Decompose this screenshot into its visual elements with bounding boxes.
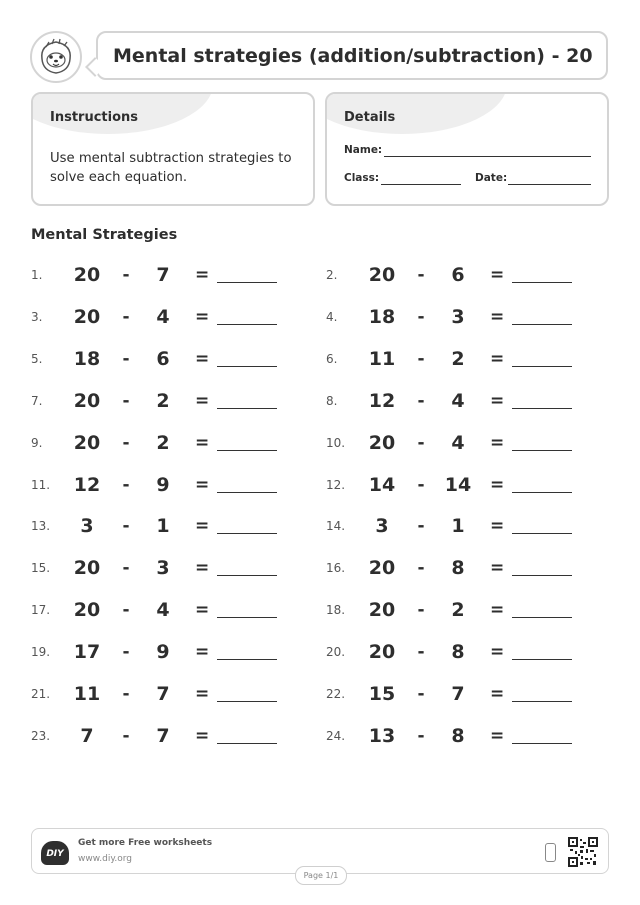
problem-14: [326, 511, 596, 541]
second-operand: 6: [451, 264, 465, 286]
minus-sign: -: [417, 390, 425, 411]
class-field[interactable]: [381, 184, 461, 185]
equals-sign: =: [490, 265, 505, 285]
minus-sign: -: [122, 642, 130, 663]
page-indicator: Page 1/1: [295, 866, 347, 885]
first-operand: 3: [375, 515, 389, 538]
second-operand: 2: [451, 347, 465, 370]
equals-sign: =: [490, 390, 505, 411]
minus-sign: -: [122, 265, 130, 285]
sloth-mascot-icon: [30, 31, 82, 83]
problem-number: 23.: [31, 728, 51, 743]
first-operand: 11: [368, 347, 396, 370]
problem-18: [326, 595, 596, 625]
instructions-panel: [31, 92, 315, 206]
answer-blank[interactable]: [512, 701, 572, 702]
equals-sign: =: [195, 684, 210, 704]
problem-6: [326, 344, 596, 374]
equals-sign: =: [490, 432, 505, 453]
section-title: Mental Strategies: [31, 227, 178, 243]
second-operand: 9: [156, 473, 170, 496]
minus-sign: -: [417, 558, 425, 579]
minus-sign: -: [417, 684, 425, 704]
answer-blank[interactable]: [217, 743, 277, 744]
first-operand: 14: [368, 473, 396, 496]
problem-number: 6.: [326, 351, 338, 366]
equals-sign: =: [490, 516, 505, 537]
minus-sign: -: [122, 516, 130, 537]
page-title: Mental strategies (addition/subtraction) - 20: [113, 44, 593, 67]
problem-22: [326, 679, 596, 709]
equals-sign: =: [195, 516, 210, 537]
minus-sign: -: [122, 390, 130, 411]
equals-sign: =: [195, 600, 210, 621]
equals-sign: =: [490, 642, 505, 663]
problem-number: 5.: [31, 351, 43, 366]
minus-sign: -: [122, 558, 130, 579]
first-operand: 12: [368, 389, 396, 412]
answer-blank[interactable]: [217, 324, 277, 325]
problem-number: 20.: [326, 645, 346, 660]
problem-13: [31, 511, 301, 541]
answer-blank[interactable]: [512, 450, 572, 451]
problem-number: 17.: [31, 603, 51, 618]
answer-blank[interactable]: [217, 617, 277, 618]
equals-sign: =: [490, 600, 505, 621]
first-operand: 18: [73, 347, 101, 370]
second-operand: 9: [156, 641, 170, 664]
problem-12: [326, 470, 596, 500]
equals-sign: =: [195, 558, 210, 579]
first-operand: 18: [368, 305, 396, 328]
problem-number: 2.: [326, 268, 338, 282]
problem-2: [326, 260, 596, 290]
minus-sign: -: [122, 348, 130, 369]
second-operand: 2: [156, 389, 170, 412]
problem-24: [326, 721, 596, 751]
name-label: Name:: [344, 144, 383, 156]
answer-blank[interactable]: [512, 533, 572, 534]
equals-sign: =: [490, 558, 505, 579]
answer-blank[interactable]: [512, 324, 572, 325]
equals-sign: =: [490, 474, 505, 495]
footer-promo: Get more Free worksheets: [78, 838, 213, 848]
problem-3: [31, 302, 301, 332]
minus-sign: -: [417, 642, 425, 663]
equals-sign: =: [195, 265, 210, 285]
second-operand: 2: [451, 599, 465, 622]
answer-blank[interactable]: [512, 282, 572, 283]
problem-number: 21.: [31, 687, 51, 701]
first-operand: 20: [368, 599, 396, 622]
problem-20: [326, 637, 596, 667]
second-operand: 1: [156, 515, 170, 538]
problem-15: [31, 553, 301, 583]
second-operand: 8: [451, 641, 465, 664]
minus-sign: -: [417, 516, 425, 537]
title-bubble: [96, 31, 608, 80]
problem-number: 9.: [31, 435, 43, 450]
minus-sign: -: [122, 306, 130, 327]
problem-23: [31, 721, 301, 751]
first-operand: 17: [73, 641, 101, 664]
minus-sign: -: [417, 600, 425, 621]
second-operand: 1: [451, 515, 465, 538]
minus-sign: -: [122, 474, 130, 495]
answer-blank[interactable]: [512, 366, 572, 367]
phone-icon: [545, 843, 556, 862]
problem-number: 4.: [326, 309, 338, 324]
answer-blank[interactable]: [217, 450, 277, 451]
problem-10: [326, 428, 596, 458]
problem-9: [31, 428, 301, 458]
problem-1: [31, 260, 301, 290]
second-operand: 8: [451, 724, 465, 747]
problem-19: [31, 637, 301, 667]
problem-4: [326, 302, 596, 332]
answer-blank[interactable]: [217, 533, 277, 534]
details-heading: Details: [344, 110, 396, 125]
first-operand: 11: [73, 683, 101, 705]
equals-sign: =: [195, 306, 210, 327]
problem-7: [31, 386, 301, 416]
first-operand: 12: [73, 473, 101, 496]
problem-11: [31, 470, 301, 500]
details-panel: [325, 92, 609, 206]
equals-sign: =: [490, 684, 505, 704]
answer-blank[interactable]: [512, 575, 572, 576]
minus-sign: -: [122, 600, 130, 621]
first-operand: 20: [368, 641, 396, 664]
second-operand: 8: [451, 557, 465, 580]
problem-number: 22.: [326, 687, 346, 701]
first-operand: 7: [80, 724, 94, 747]
equals-sign: =: [195, 725, 210, 746]
minus-sign: -: [417, 725, 425, 746]
minus-sign: -: [417, 265, 425, 285]
second-operand: 7: [451, 683, 465, 705]
first-operand: 20: [73, 557, 101, 580]
date-field[interactable]: [508, 184, 591, 185]
second-operand: 2: [156, 431, 170, 454]
first-operand: 15: [368, 683, 396, 705]
first-operand: 3: [80, 515, 94, 538]
answer-blank[interactable]: [512, 659, 572, 660]
second-operand: 3: [156, 557, 170, 580]
problem-8: [326, 386, 596, 416]
problem-5: [31, 344, 301, 374]
answer-blank[interactable]: [512, 743, 572, 744]
second-operand: 6: [156, 347, 170, 370]
answer-blank[interactable]: [217, 701, 277, 702]
first-operand: 20: [73, 264, 101, 286]
minus-sign: -: [417, 474, 425, 495]
equals-sign: =: [490, 725, 505, 746]
answer-blank[interactable]: [512, 617, 572, 618]
second-operand: 4: [156, 305, 170, 328]
problem-number: 18.: [326, 603, 346, 618]
problem-number: 7.: [31, 393, 43, 408]
second-operand: 7: [156, 264, 170, 286]
minus-sign: -: [417, 306, 425, 327]
equals-sign: =: [195, 432, 210, 453]
problem-number: 11.: [31, 477, 51, 492]
second-operand: 7: [156, 683, 170, 705]
minus-sign: -: [122, 684, 130, 704]
first-operand: 20: [368, 557, 396, 580]
instructions-heading: Instructions: [50, 110, 139, 125]
equals-sign: =: [490, 306, 505, 327]
name-field[interactable]: [384, 156, 591, 157]
first-operand: 20: [73, 599, 101, 622]
problem-number: 13.: [31, 519, 51, 534]
second-operand: 4: [451, 431, 465, 454]
answer-blank[interactable]: [217, 492, 277, 493]
first-operand: 13: [368, 724, 396, 747]
problem-number: 10.: [326, 435, 346, 450]
problem-17: [31, 595, 301, 625]
first-operand: 20: [73, 431, 101, 454]
equals-sign: =: [490, 348, 505, 369]
answer-blank[interactable]: [217, 575, 277, 576]
second-operand: 3: [451, 305, 465, 328]
equals-sign: =: [195, 348, 210, 369]
answer-blank[interactable]: [217, 282, 277, 283]
problem-number: 16.: [326, 561, 346, 576]
first-operand: 20: [73, 389, 101, 412]
problem-number: 24.: [326, 728, 346, 743]
second-operand: 7: [156, 724, 170, 747]
answer-blank[interactable]: [512, 408, 572, 409]
problem-16: [326, 553, 596, 583]
problem-21: [31, 679, 301, 709]
minus-sign: -: [122, 432, 130, 453]
answer-blank[interactable]: [512, 492, 572, 493]
problem-number: 1.: [31, 268, 43, 282]
problem-number: 19.: [31, 645, 51, 660]
minus-sign: -: [122, 725, 130, 746]
problem-number: 8.: [326, 393, 338, 408]
second-operand: 14: [444, 473, 472, 496]
equals-sign: =: [195, 474, 210, 495]
answer-blank[interactable]: [217, 366, 277, 367]
problem-number: 3.: [31, 309, 43, 324]
problem-number: 12.: [326, 477, 346, 492]
problem-number: 14.: [326, 519, 346, 534]
minus-sign: -: [417, 432, 425, 453]
problem-number: 15.: [31, 561, 51, 576]
first-operand: 20: [73, 305, 101, 328]
second-operand: 4: [451, 389, 465, 412]
qr-code-icon[interactable]: [568, 837, 598, 867]
class-label: Class:: [344, 172, 380, 184]
footer-url[interactable]: www.diy.org: [78, 854, 132, 864]
equals-sign: =: [195, 642, 210, 663]
equals-sign: =: [195, 390, 210, 411]
date-label: Date:: [475, 172, 508, 184]
first-operand: 20: [368, 264, 396, 286]
diy-logo-icon[interactable]: DIY: [41, 841, 69, 865]
answer-blank[interactable]: [217, 659, 277, 660]
minus-sign: -: [417, 348, 425, 369]
first-operand: 20: [368, 431, 396, 454]
answer-blank[interactable]: [217, 408, 277, 409]
second-operand: 4: [156, 599, 170, 622]
instructions-text: Use mental subtraction strategies to solve each equation.: [50, 151, 292, 185]
